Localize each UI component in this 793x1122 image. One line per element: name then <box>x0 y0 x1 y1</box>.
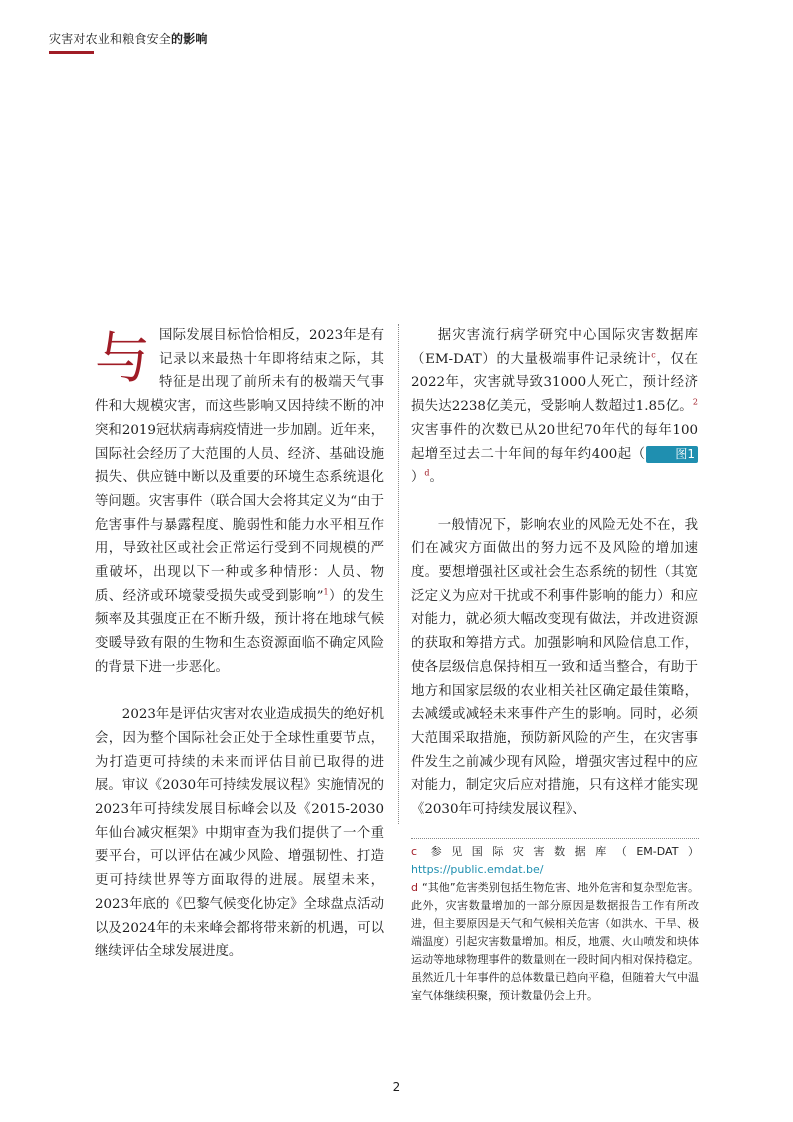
right-paragraph-1b: ，仅在2022年，灾害就导致31000人死亡，预计经济损失达2238亿美元，受影响人数超过1.85亿。 <box>411 351 698 415</box>
right-paragraph-1 <box>411 324 698 490</box>
header-accent-rule <box>49 51 94 54</box>
running-header-title: 灾害对农业和粮食安全 <box>49 32 172 46</box>
footnote-rule <box>411 838 699 839</box>
right-column <box>411 324 698 822</box>
right-paragraph-1e: 。 <box>429 470 443 486</box>
right-paragraph-1d: ） <box>411 470 425 486</box>
left-paragraph-2: 2023年是评估灾害对农业造成损失的绝好机会，因为整个国际社会正处于全球性重要节点，为打造更可持续的未来而评估目前已取得的进展。审议《2030年可持续发展议程》实施情况的2023年可持续发展目标峰会以及《2015-2030年仙台减灾框架》中期审查为我们提供了一个重要平台，可以评估在减少风险、增强韧性、打造更可持续世界等方面取得的进展。展望未来，2023年底的《巴黎气候变化协定》全球盘点活动以及2024年的未来峰会都将带来新的机遇，可以继续评估全球发展进度。 <box>95 707 384 960</box>
footnote-c-text: 参见国际灾害数据库（EM-DAT） <box>421 845 699 858</box>
footnote-c-mark: c <box>411 845 418 858</box>
footnote-d-mark: d <box>411 881 418 894</box>
footnote-c-link[interactable]: https://public.emdat.be/ <box>411 863 544 876</box>
footnote-ref-1[interactable]: 1 <box>323 587 329 597</box>
running-header <box>49 30 208 47</box>
column-divider <box>398 324 399 824</box>
figure-1-link[interactable]: 图1 <box>646 446 698 463</box>
right-paragraph-1c: 灾害事件的次数已从20世纪70年代的每年100起增至过去二十年间的每年约400起（ <box>411 422 698 462</box>
left-column <box>95 324 384 964</box>
left-paragraph-1-end: ）的发生频率及其强度正在不断升级，预计将在地球气候变暖导致有限的生物和生态资源面临不确定风险的背景下进一步恶化。 <box>95 588 384 675</box>
page-number: 2 <box>392 1080 401 1094</box>
right-paragraph-2: 一般情况下，影响农业的风险无处不在，我们在减灾方面做出的努力远不及风险的增加速度。要想增强社区或社会生态系统的韧性（其宽泛定义为应对干扰或不利事件影响的能力）和应对能力，就必须大幅改变现有做法，并改进资源的获取和筹措方式。加强影响和风险信息工作，使各层级信息保持相互一致和适当整合，有助于地方和国家层级的农业相关社区确定最佳策略，去减缓或减轻未来事件产生的影响。同时，必须大范围采取措施，预防新风险的产生，在灾害事件发生之前减少现有风险，增强灾害过程中的应对能力，制定灾后应对措施，只有这样才能实现《2030年可持续发展议程》、 <box>411 517 698 818</box>
footnote-ref-d[interactable]: d <box>424 468 430 478</box>
footnote-d-text: “其他”危害类别包括生物危害、地外危害和复杂型危害。此外，灾害数量增加的一部分原因是数据报告工作有所改进，但主要原因是天气和气候相关危害（如洪水、干旱、极端温度）引起灾害数量增加。相反，地震、火山喷发和块体运动等地球物理事件的数量则在一段时间内相对保持稳定。虽然近几十年事件的总体数量已趋向平稳，但随着大气中温室气体继续积聚，预计数量仍会上升。 <box>411 881 699 1002</box>
footnote-d <box>411 879 699 1005</box>
footnotes <box>411 843 699 1005</box>
dropcap: 与 <box>95 326 151 390</box>
footnote-ref-2[interactable]: 2 <box>692 397 698 407</box>
footnote-c <box>411 843 699 879</box>
running-header-title-bold: 的影响 <box>171 32 208 46</box>
left-paragraph-1-text: 国际发展目标恰恰相反，2023年是有记录以来最热十年即将结束之际，其特征是出现了前所未有的极端天气事件和大规模灾害，而这些影响又因持续不断的冲突和2019冠状病毒病疫情进一步加剧。近年来，国际社会经历了大范围的人员、经济、基础设施损失、供应链中断以及重要的环境生态系统退化等问题。灾害事件（联合国大会将其定义为“由于危害事件与暴露程度、脆弱性和能力水平相互作用，导致社区或社会正常运行受到不同规模的严重破坏，出现以下一种或多种情形：人员、物质、经济或环境蒙受损失或受到影响” <box>95 328 384 604</box>
footnote-ref-c[interactable]: c <box>651 350 656 360</box>
right-paragraph-1a: 据灾害流行病学研究中心国际灾害数据库（EM-DAT）的大量极端事件记录统计 <box>411 328 698 367</box>
